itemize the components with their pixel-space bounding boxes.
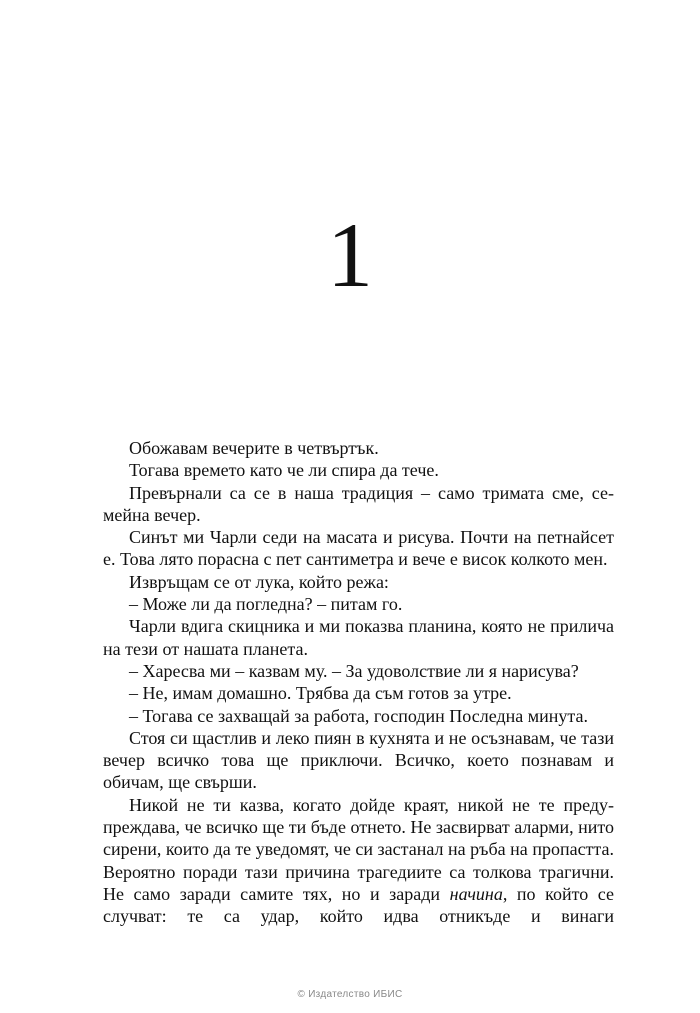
italic-word: начина <box>449 883 503 904</box>
chapter-number: 1 <box>327 204 373 306</box>
paragraph: Чарли вдига скицника и ми показва планина, която не прилича на тези от нашата планета. <box>103 616 614 659</box>
paragraph: Превърнали са се в наша традиция – само тримата сме, семейна вечер. <box>103 482 614 525</box>
chapter-text <box>103 437 614 928</box>
dialogue-line: – Харесва ми – казвам му. – За удоволствие ли я нарисува? <box>129 660 579 681</box>
paragraph: Тогава времето като че ли спира да тече. <box>129 460 439 481</box>
paragraph: Синът ми Чарли седи на масата и рисува. Почти на петнайсет е. Това лято порасна с пет сантиметра и вече е висок колкото мен. <box>103 527 614 570</box>
dialogue-line: – Не, имам домашно. Трябва да съм готов за утре. <box>129 683 512 704</box>
paragraph-text: Никой не ти казва, когато дойде краят, никой не те предупреждава, че всичко ще ти бъде отнето. Не засвирват аларми, нито сирени, които да те уведомят, че си застанал на ръба на пропастта. Вероятно поради тази причина трагедиите са толкова трагични. Не само заради самите тях, но и заради <box>103 794 614 904</box>
paragraph: Обожавам вечерите в четвъртък. <box>129 438 379 458</box>
dialogue-line: – Може ли да погледна? – питам го. <box>129 594 403 615</box>
dialogue-line: – Тогава се захващай за работа, господин Последна минута. <box>129 705 588 726</box>
paragraph: Стоя си щастлив и леко пиян в кухнята и не осъзнавам, че тази вечер всичко това ще приключи. Всичко, което познавам и обичам, ще свърши. <box>103 727 614 793</box>
paragraph-text: , по който се случват: те са удар, който идва отникъде и винаги <box>103 883 614 927</box>
paragraph: Извръщам се от лука, който режа: <box>129 571 389 592</box>
paragraph <box>103 794 614 928</box>
publisher-copyright: © Издателство ИБИС <box>297 989 403 1000</box>
